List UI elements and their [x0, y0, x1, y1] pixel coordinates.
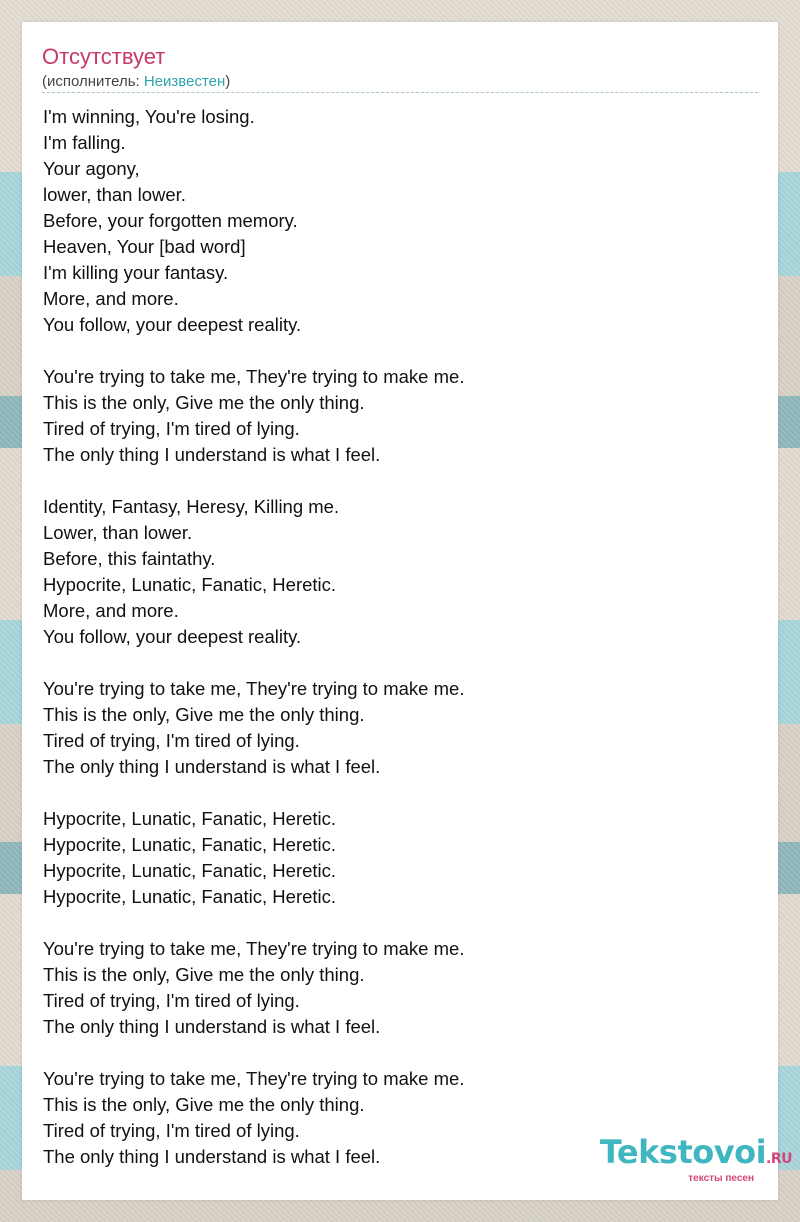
- artist-prefix: (исполнитель:: [42, 73, 144, 90]
- lyrics-stanza: [43, 806, 464, 910]
- lyric-line: Heaven, Your [bad word]: [43, 236, 246, 257]
- lyrics-stanza: [43, 104, 464, 338]
- lyric-line: Tired of trying, I'm tired of lying.: [43, 1120, 300, 1141]
- lyric-line: I'm winning, You're losing.: [43, 106, 255, 127]
- lyric-line: You're trying to take me, They're trying to make me.: [43, 1068, 465, 1089]
- lyric-line: Hypocrite, Lunatic, Fanatic, Heretic.: [43, 860, 337, 881]
- lyric-line: You follow, your deepest reality.: [43, 314, 302, 335]
- lyrics-stanza: [43, 494, 464, 650]
- lyric-line: Hypocrite, Lunatic, Fanatic, Heretic.: [43, 808, 337, 829]
- lyrics-text: [43, 104, 464, 1170]
- lyric-line: More, and more.: [43, 600, 179, 621]
- lyrics-stanza: [43, 364, 464, 468]
- artist-suffix: ): [225, 73, 231, 90]
- lyric-line: This is the only, Give me the only thing.: [43, 964, 365, 985]
- lyric-line: The only thing I understand is what I feel.: [43, 756, 381, 777]
- lyric-line: Lower, than lower.: [43, 522, 193, 543]
- lyric-line: This is the only, Give me the only thing.: [43, 704, 365, 725]
- logo-name: Tekstovoi: [599, 1133, 767, 1171]
- lyrics-stanza: [43, 936, 464, 1040]
- lyric-line: Hypocrite, Lunatic, Fanatic, Heretic.: [43, 574, 337, 595]
- lyric-line: Identity, Fantasy, Heresy, Killing me.: [43, 496, 340, 517]
- lyric-line: You're trying to take me, They're trying to make me.: [43, 366, 465, 387]
- lyric-line: I'm killing your fantasy.: [43, 262, 229, 283]
- lyric-line: This is the only, Give me the only thing.: [43, 1094, 365, 1115]
- lyric-line: You're trying to take me, They're trying to make me.: [43, 678, 465, 699]
- lyric-line: The only thing I understand is what I feel.: [43, 1016, 381, 1037]
- lyric-line: The only thing I understand is what I feel.: [43, 444, 381, 465]
- artist-line: [42, 73, 230, 91]
- lyric-line: The only thing I understand is what I feel.: [43, 1146, 381, 1167]
- lyric-line: More, and more.: [43, 288, 179, 309]
- artist-link[interactable]: Неизвестен: [143, 73, 226, 90]
- logo-tagline: тексты песен: [688, 1173, 754, 1184]
- lyric-line: Tired of trying, I'm tired of lying.: [43, 990, 300, 1011]
- song-title: Отсутствует: [42, 44, 166, 69]
- logo-tld: .RU: [766, 1151, 792, 1167]
- lyric-line: Tired of trying, I'm tired of lying.: [43, 418, 300, 439]
- lyrics-stanza: [43, 676, 464, 780]
- lyrics-stanza: [43, 1066, 464, 1170]
- lyric-line: Hypocrite, Lunatic, Fanatic, Heretic.: [43, 834, 337, 855]
- logo-wordmark: [599, 1133, 792, 1175]
- lyric-line: Before, your forgotten memory.: [43, 210, 298, 231]
- lyric-line: This is the only, Give me the only thing.: [43, 392, 365, 413]
- lyric-line: Hypocrite, Lunatic, Fanatic, Heretic.: [43, 886, 337, 907]
- lyric-line: You're trying to take me, They're trying to make me.: [43, 938, 465, 959]
- lyric-line: Before, this faintathy.: [43, 548, 216, 569]
- lyric-line: Your agony,: [43, 158, 140, 179]
- divider: [42, 92, 758, 93]
- site-logo[interactable]: [599, 1133, 792, 1184]
- lyric-line: You follow, your deepest reality.: [43, 626, 302, 647]
- lyric-line: Tired of trying, I'm tired of lying.: [43, 730, 300, 751]
- lyrics-card: [22, 22, 778, 1200]
- lyric-line: lower, than lower.: [43, 184, 186, 205]
- lyric-line: I'm falling.: [43, 132, 126, 153]
